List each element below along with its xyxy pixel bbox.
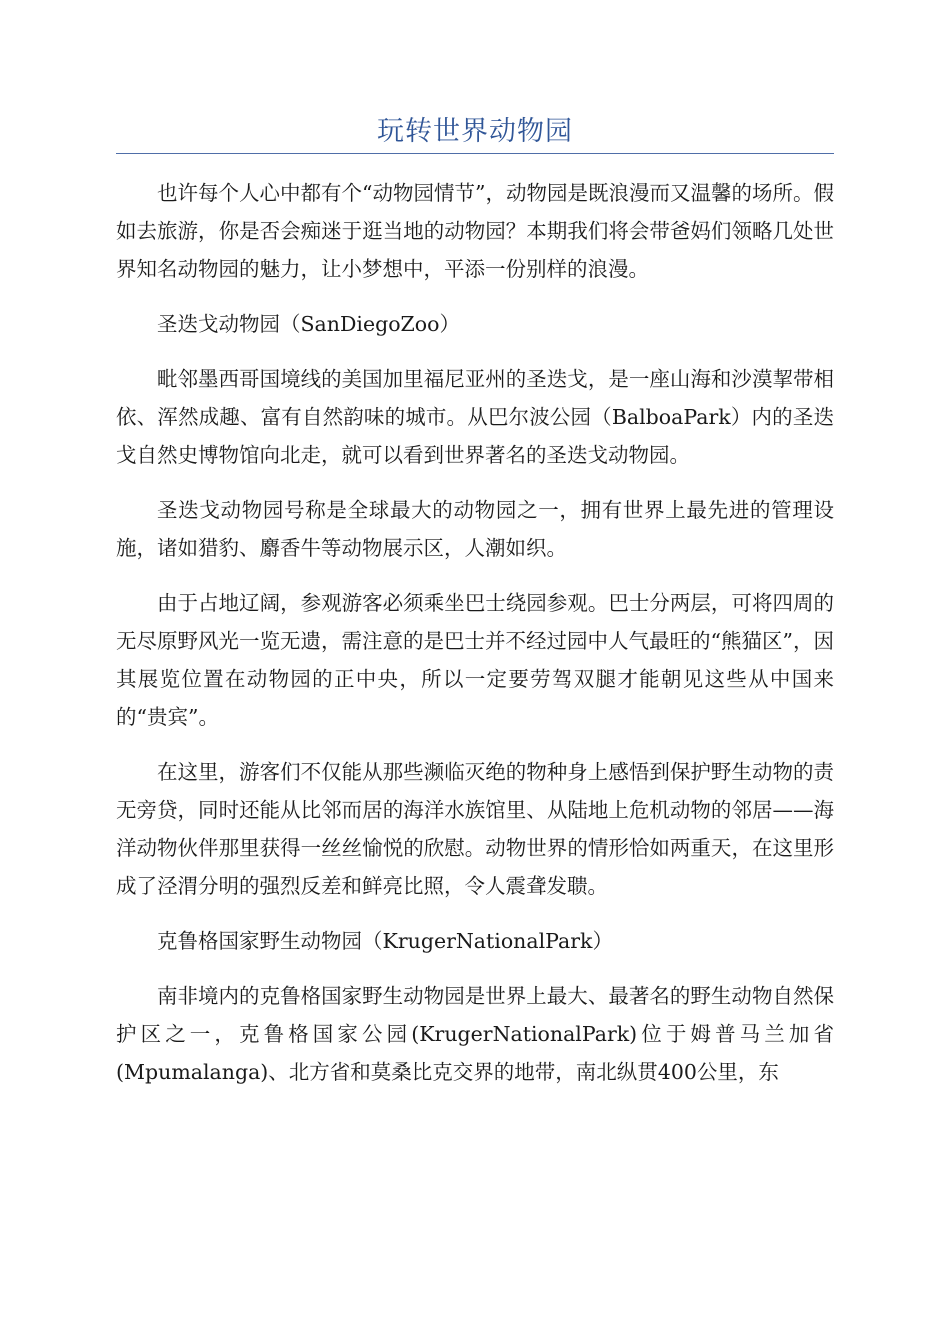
paragraph-san-diego-conservation: 在这里，游客们不仅能从那些濒临灭绝的物种身上感悟到保护野生动物的责无旁贷，同时还能从比邻而居的海洋水族馆里、从陆地上危机动物的邻居——海洋动物伙伴那里获得一丝丝愉悦的欣慰。动物世界的情形恰如两重天，在这里形成了泾渭分明的强烈反差和鲜亮比照，令人震聋发聩。 bbox=[116, 760, 834, 898]
section-heading-kruger-park: 克鲁格国家野生动物园（KrugerNationalPark） bbox=[157, 929, 613, 953]
section-heading-san-diego-zoo: 圣迭戈动物园（SanDiegoZoo） bbox=[157, 312, 460, 336]
paragraph-san-diego-location: 毗邻墨西哥国境线的美国加里福尼亚州的圣迭戈，是一座山海和沙漠挈带相依、浑然成趣、富有自然韵味的城市。从巴尔波公园（BalboaPark）内的圣迭戈自然史博物馆向北走，就可以看到世界著名的圣迭戈动物园。 bbox=[116, 367, 834, 467]
document-body bbox=[116, 174, 834, 1108]
document-title: 玩转世界动物园 bbox=[377, 116, 573, 147]
paragraph-kruger-intro: 南非境内的克鲁格国家野生动物园是世界上最大、最著名的野生动物自然保护区之一，克鲁格国家公园(KrugerNationalPark)位于姆普马兰加省(Mpumalanga)、北方省和莫桑比克交界的地带，南北纵贯400公里，东 bbox=[116, 984, 834, 1084]
paragraph-san-diego-facilities: 圣迭戈动物园号称是全球最大的动物园之一，拥有世界上最先进的管理设施，诸如猎豹、麝香牛等动物展示区，人潮如织。 bbox=[116, 498, 834, 560]
paragraph-san-diego-bus-tour: 由于占地辽阔，参观游客必须乘坐巴士绕园参观。巴士分两层，可将四周的无尽原野风光一览无遗，需注意的是巴士并不经过园中人气最旺的“熊猫区”，因其展览位置在动物园的正中央，所以一定要劳驾双腿才能朝见这些从中国来的“贵宾”。 bbox=[116, 591, 834, 729]
title-underline bbox=[116, 153, 834, 154]
intro-paragraph: 也许每个人心中都有个“动物园情节”，动物园是既浪漫而又温馨的场所。假如去旅游，你是否会痴迷于逛当地的动物园？本期我们将会带爸妈们领略几处世界知名动物园的魅力，让小梦想中，平添一份别样的浪漫。 bbox=[116, 181, 834, 281]
